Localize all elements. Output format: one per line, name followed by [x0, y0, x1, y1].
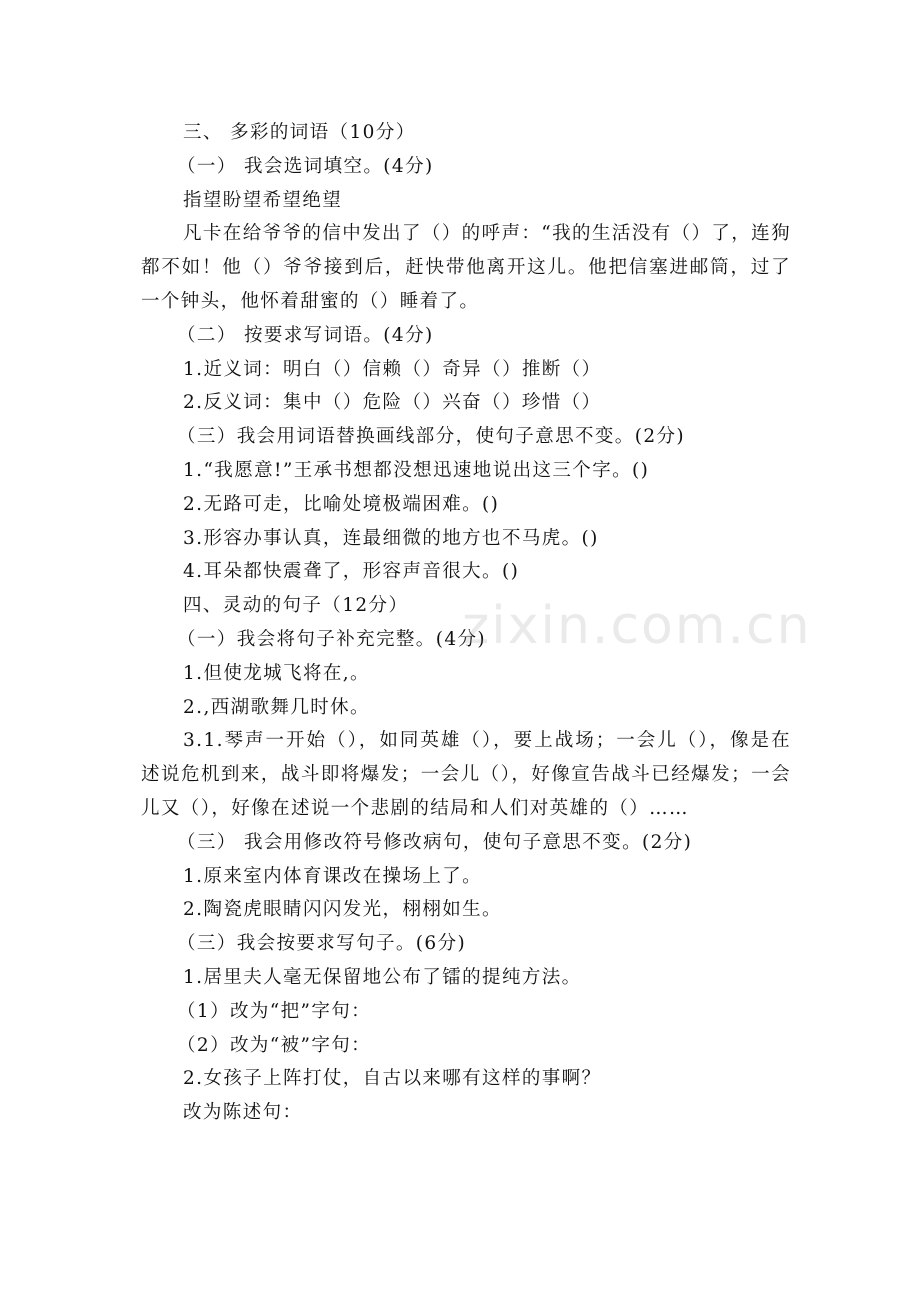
document-line: 4.耳朵都快震聋了，形容声音很大。(): [183, 561, 520, 583]
document-line: （三） 我会用修改符号修改病句，使句子意思不变。(2分): [177, 831, 693, 853]
document-line: （一） 我会选词填空。(4分): [177, 155, 434, 177]
document-line: 改为陈述句：: [183, 1102, 303, 1124]
document-line: 指望盼望希望绝望: [183, 189, 343, 211]
document-line: 2.女孩子上阵打仗，自古以来哪有这样的事啊？: [183, 1068, 602, 1090]
document-line: 1.原来室内体育课改在操场上了。: [183, 865, 483, 887]
document-line: 3.形容办事认真，连最细微的地方也不马虎。(): [183, 527, 599, 549]
document-line: （一）我会将句子补充完整。(4分): [177, 628, 487, 650]
document-line: 三、 多彩的词语（10分）: [183, 122, 416, 143]
document-line: （1）改为“把”字句：: [177, 1000, 372, 1022]
document-line: 四、灵动的句子（12分）: [183, 595, 409, 617]
watermark: zixin.com.cn: [462, 596, 812, 656]
document-line: 2.无路可走，比喻处境极端困难。(): [183, 493, 500, 515]
document-line: （二） 按要求写词语。(4分): [177, 324, 434, 346]
document-line: （2）改为“被”字句：: [177, 1034, 372, 1056]
document-line: 凡卡在给爷爷的信中发出了（）的呼声：“我的生活没有（）了，连狗都不如！他（）爷爷接到后，赶快带他离开这儿。他把信塞进邮筒，过了一个钟头，他怀着甜蜜的（）睡着了。: [141, 223, 791, 312]
document-line: 2.陶瓷虎眼睛闪闪发光，栩栩如生。: [183, 899, 502, 921]
document-line: 2.,西湖歌舞几时休。: [183, 696, 370, 718]
document-line: （三）我会按要求写句子。(6分): [177, 933, 467, 955]
document-line: 1.居里夫人毫无保留地公布了镭的提纯方法。: [183, 966, 582, 988]
document-line: 1.但使龙城飞将在,。: [183, 662, 370, 684]
document-content: [141, 116, 791, 1130]
document-line: （三）我会用词语替换画线部分，使句子意思不变。(2分): [177, 426, 686, 448]
document-line: 3.1.琴声一开始（），如同英雄（），要上战场；一会儿（），像是在述说危机到来，战斗即将爆发；一会儿（），好像宣告战斗已经爆发；一会儿又（），好像在述说一个悲剧的结局和人们对英雄的（）……: [141, 730, 791, 819]
document-line: 2.反义词：集中（）危险（）兴奋（）珍惜（）: [183, 392, 602, 414]
document-line: 1.“我愿意!”王承书想都没想迅速地说出这三个字。(): [183, 459, 650, 481]
document-line: 1.近义词：明白（）信赖（）奇异（）推断（）: [183, 358, 602, 380]
